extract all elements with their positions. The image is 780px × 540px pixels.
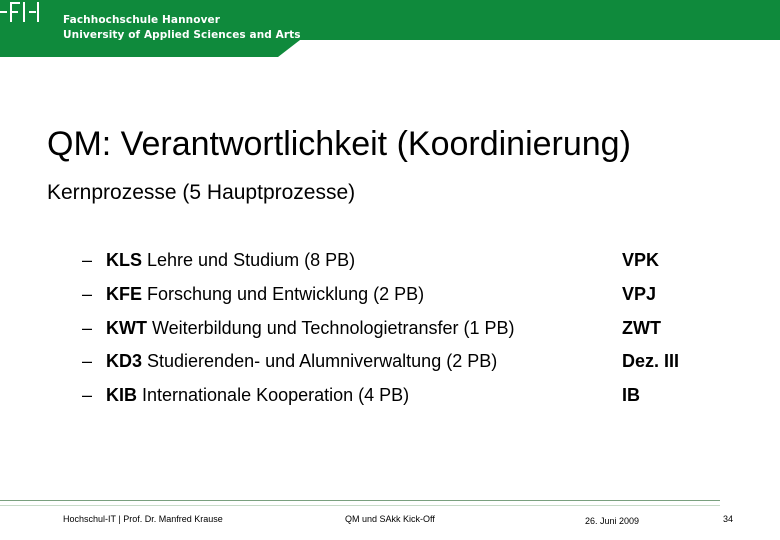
bullet-dash: –	[82, 250, 93, 270]
slide-title: QM: Verantwortlichkeit (Koordinierung)	[47, 124, 631, 163]
header-banner	[0, 0, 780, 57]
footer-event: QM und SAkk Kick-Off	[345, 514, 435, 524]
responsible-unit: VPK	[622, 250, 660, 270]
process-code: KWT	[106, 317, 147, 338]
bullet-dash: –	[82, 317, 93, 338]
process-description: Lehre und Studium (8 PB)	[142, 250, 356, 270]
responsible-unit: VPJ	[622, 283, 657, 304]
process-code: KIB	[106, 385, 137, 406]
footer-divider-light	[0, 505, 720, 506]
process-code: KLS	[106, 250, 142, 270]
process-description: Forschung und Entwicklung (2 PB)	[142, 283, 425, 304]
slide-subtitle: Kernprozesse (5 Hauptprozesse)	[47, 181, 356, 204]
list-item	[82, 316, 722, 350]
list-item	[82, 282, 722, 316]
item-text	[106, 383, 409, 407]
process-code: KFE	[106, 283, 142, 304]
page-number: 34	[723, 514, 734, 524]
list-item	[82, 349, 722, 383]
process-list	[82, 248, 722, 417]
process-description: Weiterbildung und Technologietransfer (1 PB)	[146, 317, 515, 338]
institution-line-1: Fachhochschule Hannover	[63, 14, 221, 26]
responsible-unit: Dez. III	[622, 351, 680, 372]
institution-name	[63, 13, 301, 43]
process-code: KD3	[106, 351, 143, 372]
university-logo-icon	[0, 0, 44, 24]
bullet-dash: –	[82, 283, 93, 304]
item-text	[106, 248, 355, 272]
process-description: Studierenden- und Alumniverwaltung (2 PB)	[142, 351, 498, 372]
item-text	[106, 316, 515, 340]
footer-date: 26. Juni 2009	[585, 516, 640, 526]
bullet-dash: –	[82, 351, 93, 372]
process-description: Internationale Kooperation (4 PB)	[137, 385, 410, 406]
list-item	[82, 248, 722, 282]
footer-divider	[0, 500, 720, 501]
bullet-dash: –	[82, 385, 93, 406]
institution-line-2: University of Applied Sciences and Arts	[63, 29, 301, 41]
responsible-unit: IB	[622, 385, 640, 406]
item-text	[106, 349, 497, 373]
responsible-unit: ZWT	[622, 317, 661, 338]
item-text	[106, 282, 424, 306]
footer-author: Hochschul-IT | Prof. Dr. Manfred Krause	[63, 514, 223, 524]
list-item	[82, 383, 722, 417]
